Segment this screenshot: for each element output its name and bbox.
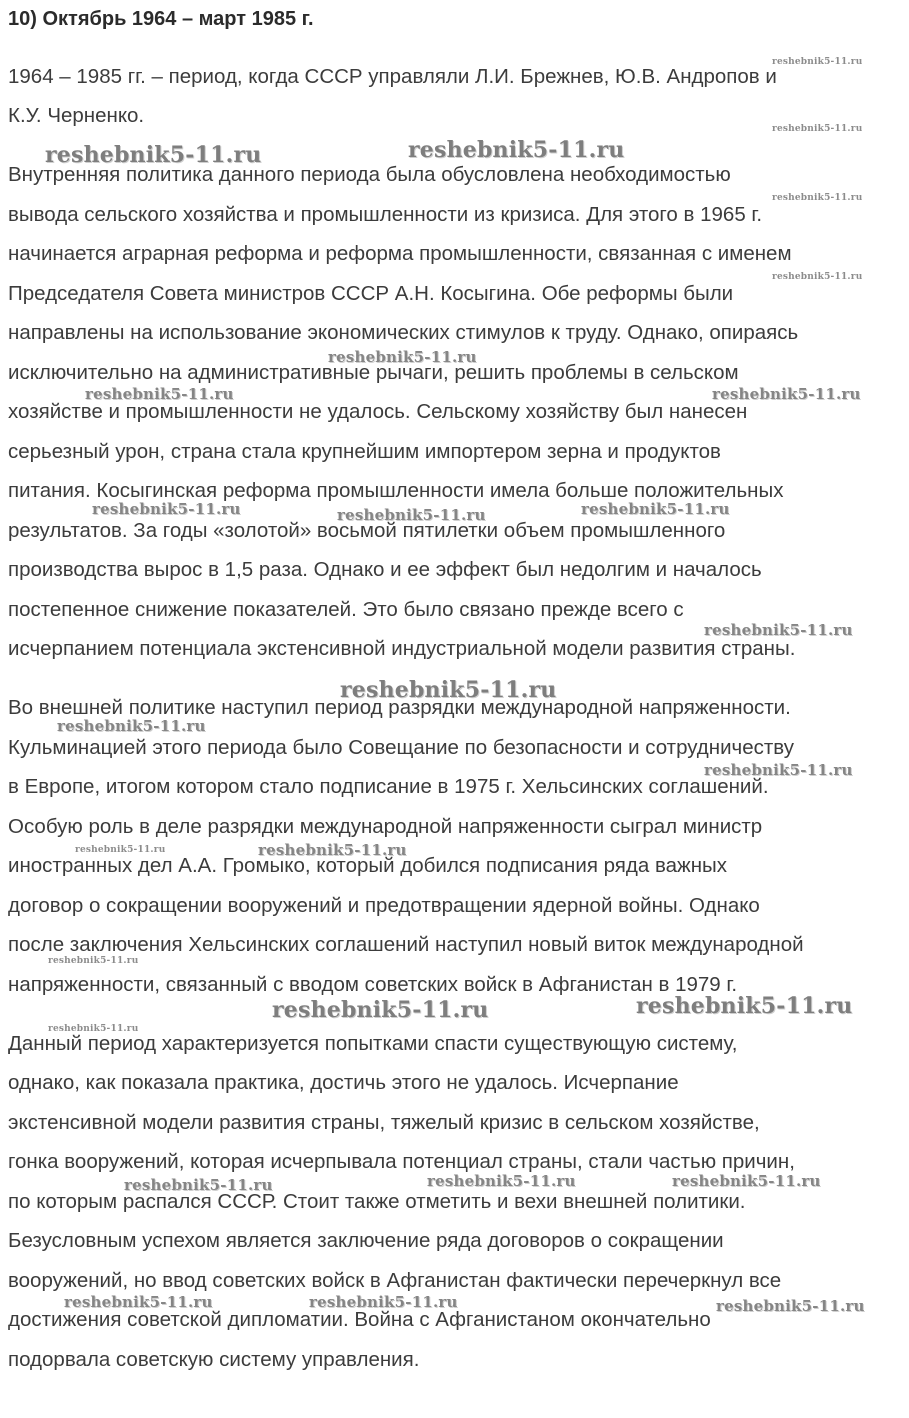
- watermark: reshebnik5-11.ru: [48, 956, 139, 966]
- watermark: reshebnik5-11.ru: [712, 385, 861, 403]
- text-line: Во внешней политике наступил период разрядки международной напряженности.: [8, 696, 791, 719]
- text-line: подорвала советскую систему управления.: [8, 1348, 420, 1371]
- watermark: reshebnik5-11.ru: [85, 385, 234, 403]
- text-line: достижения советской дипломатии. Война с Афганистаном окончательно: [8, 1308, 711, 1331]
- watermark: reshebnik5-11.ru: [716, 1297, 865, 1315]
- text-line: Данный период характеризуется попытками спасти существующую систему,: [8, 1032, 738, 1055]
- text-line: Внутренняя политика данного периода была обусловлена необходимостью: [8, 163, 731, 186]
- watermark: reshebnik5-11.ru: [772, 193, 863, 203]
- watermark: reshebnik5-11.ru: [340, 677, 557, 703]
- text-line: договор о сокращении вооружений и предотвращении ядерной войны. Однако: [8, 894, 760, 917]
- text-line: К.У. Черненко.: [8, 104, 145, 127]
- text-line: постепенное снижение показателей. Это было связано прежде всего с: [8, 598, 684, 621]
- text-line: результатов. За годы «золотой» восьмой пятилетки объем промышленного: [8, 519, 726, 542]
- watermark: reshebnik5-11.ru: [772, 124, 863, 134]
- watermark: reshebnik5-11.ru: [64, 1293, 213, 1311]
- text-line: вооружений, но ввод советских войск в Афганистан фактически перечеркнул все: [8, 1269, 782, 1292]
- text-line: начинается аграрная реформа и реформа промышленности, связанная с именем: [8, 242, 792, 265]
- text-line: производства вырос в 1,5 раза. Однако и ее эффект был недолгим и началось: [8, 558, 762, 581]
- watermark: reshebnik5-11.ru: [772, 57, 863, 67]
- watermark: reshebnik5-11.ru: [581, 500, 730, 518]
- text-line: хозяйстве и промышленности не удалось. Сельскому хозяйству был нанесен: [8, 400, 748, 423]
- text-line: напряженности, связанный с вводом советских войск в Афганистан в 1979 г.: [8, 973, 738, 996]
- text-line: по которым распался СССР. Стоит также отметить и вехи внешней политики.: [8, 1190, 746, 1213]
- watermark: reshebnik5-11.ru: [75, 845, 166, 855]
- text-line: направлены на использование экономических стимулов к труду. Однако, опираясь: [8, 321, 799, 344]
- text-line: однако, как показала практика, достичь этого не удалось. Исчерпание: [8, 1071, 679, 1094]
- watermark: reshebnik5-11.ru: [57, 717, 206, 735]
- watermark: reshebnik5-11.ru: [45, 142, 262, 168]
- watermark: reshebnik5-11.ru: [772, 272, 863, 282]
- watermark: reshebnik5-11.ru: [408, 137, 625, 163]
- text-line: серьезный урон, страна стала крупнейшим импортером зерна и продуктов: [8, 440, 721, 463]
- text-line: иностранных дел А.А. Громыко, который добился подписания ряда важных: [8, 854, 728, 877]
- text-line: исчерпанием потенциала экстенсивной индустриальной модели развития страны.: [8, 637, 796, 660]
- watermark: reshebnik5-11.ru: [272, 997, 489, 1023]
- watermark: reshebnik5-11.ru: [636, 993, 853, 1019]
- text-line: Кульминацией этого периода было Совещание по безопасности и сотрудничеству: [8, 736, 794, 759]
- watermark: reshebnik5-11.ru: [427, 1172, 576, 1190]
- text-line: Особую роль в деле разрядки международной напряженности сыграл министр: [8, 815, 763, 838]
- watermark: reshebnik5-11.ru: [704, 621, 853, 639]
- page-title: 10) Октябрь 1964 – март 1985 г.: [8, 8, 314, 30]
- watermark: reshebnik5-11.ru: [672, 1172, 821, 1190]
- text-line: экстенсивной модели развития страны, тяжелый кризис в сельском хозяйстве,: [8, 1111, 760, 1134]
- text-line: Председателя Совета министров СССР А.Н. Косыгина. Обе реформы были: [8, 282, 734, 305]
- watermark: reshebnik5-11.ru: [48, 1024, 139, 1034]
- text-line: в Европе, итогом котором стало подписание в 1975 г. Хельсинских соглашений.: [8, 775, 769, 798]
- text-line: после заключения Хельсинских соглашений наступил новый виток международной: [8, 933, 804, 956]
- text-line: Безусловным успехом является заключение ряда договоров о сокращении: [8, 1229, 724, 1252]
- text-line: 1964 – 1985 гг. – период, когда СССР управляли Л.И. Брежнев, Ю.В. Андропов и: [8, 65, 777, 88]
- watermark: reshebnik5-11.ru: [328, 348, 477, 366]
- text-line: исключительно на административные рычаги, решить проблемы в сельском: [8, 361, 739, 384]
- watermark: reshebnik5-11.ru: [124, 1176, 273, 1194]
- text-line: питания. Косыгинская реформа промышленности имела больше положительных: [8, 479, 784, 502]
- watermark: reshebnik5-11.ru: [337, 506, 486, 524]
- text-line: гонка вооружений, которая исчерпывала потенциал страны, стали частью причин,: [8, 1150, 795, 1173]
- watermark: reshebnik5-11.ru: [704, 761, 853, 779]
- text-line: вывода сельского хозяйства и промышленности из кризиса. Для этого в 1965 г.: [8, 203, 763, 226]
- watermark: reshebnik5-11.ru: [92, 500, 241, 518]
- watermark: reshebnik5-11.ru: [258, 841, 407, 859]
- watermark: reshebnik5-11.ru: [309, 1293, 458, 1311]
